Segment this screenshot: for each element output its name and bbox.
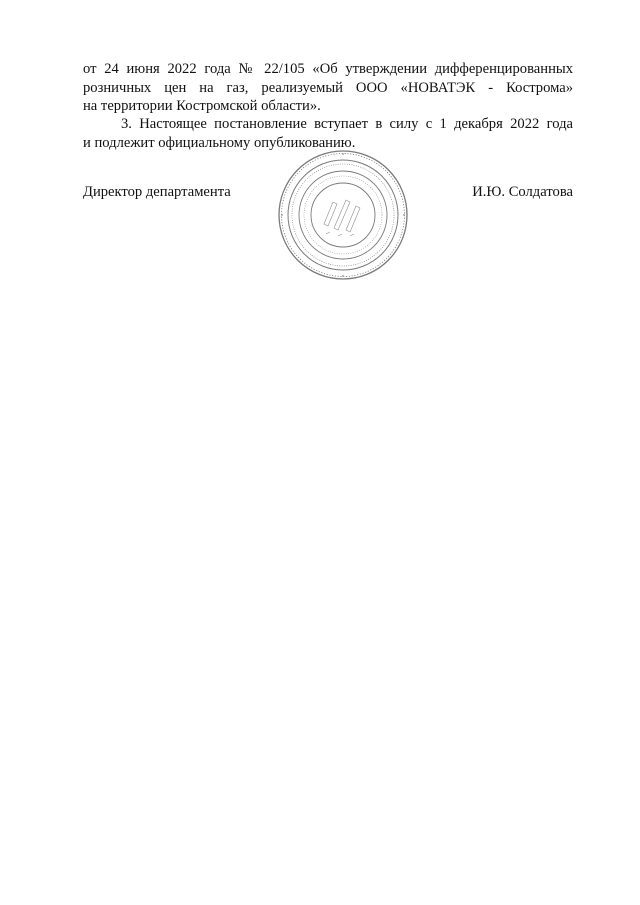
- official-seal-stamp: [276, 148, 410, 282]
- paragraph-line: 3. Настоящее постановление вступает в силу с 1 декабря 2022 года: [121, 116, 573, 132]
- paragraph-line: и подлежит официальному опубликованию.: [83, 134, 356, 151]
- paragraph-line: розничных цен на газ, реализуемый ООО «НОВАТЭК - Кострома»: [83, 79, 573, 96]
- paragraph-line: от 24 июня 2022 года № 22/105 «Об утверждении дифференцированных: [83, 61, 573, 77]
- paragraph-decree-reference: [83, 60, 573, 116]
- signatory-position: Директор департамента: [83, 184, 231, 200]
- paragraph-line: на территории Костромской области».: [83, 98, 321, 114]
- signatory-name: И.Ю. Солдатова: [472, 184, 573, 200]
- paragraph-effective-date: [83, 115, 573, 152]
